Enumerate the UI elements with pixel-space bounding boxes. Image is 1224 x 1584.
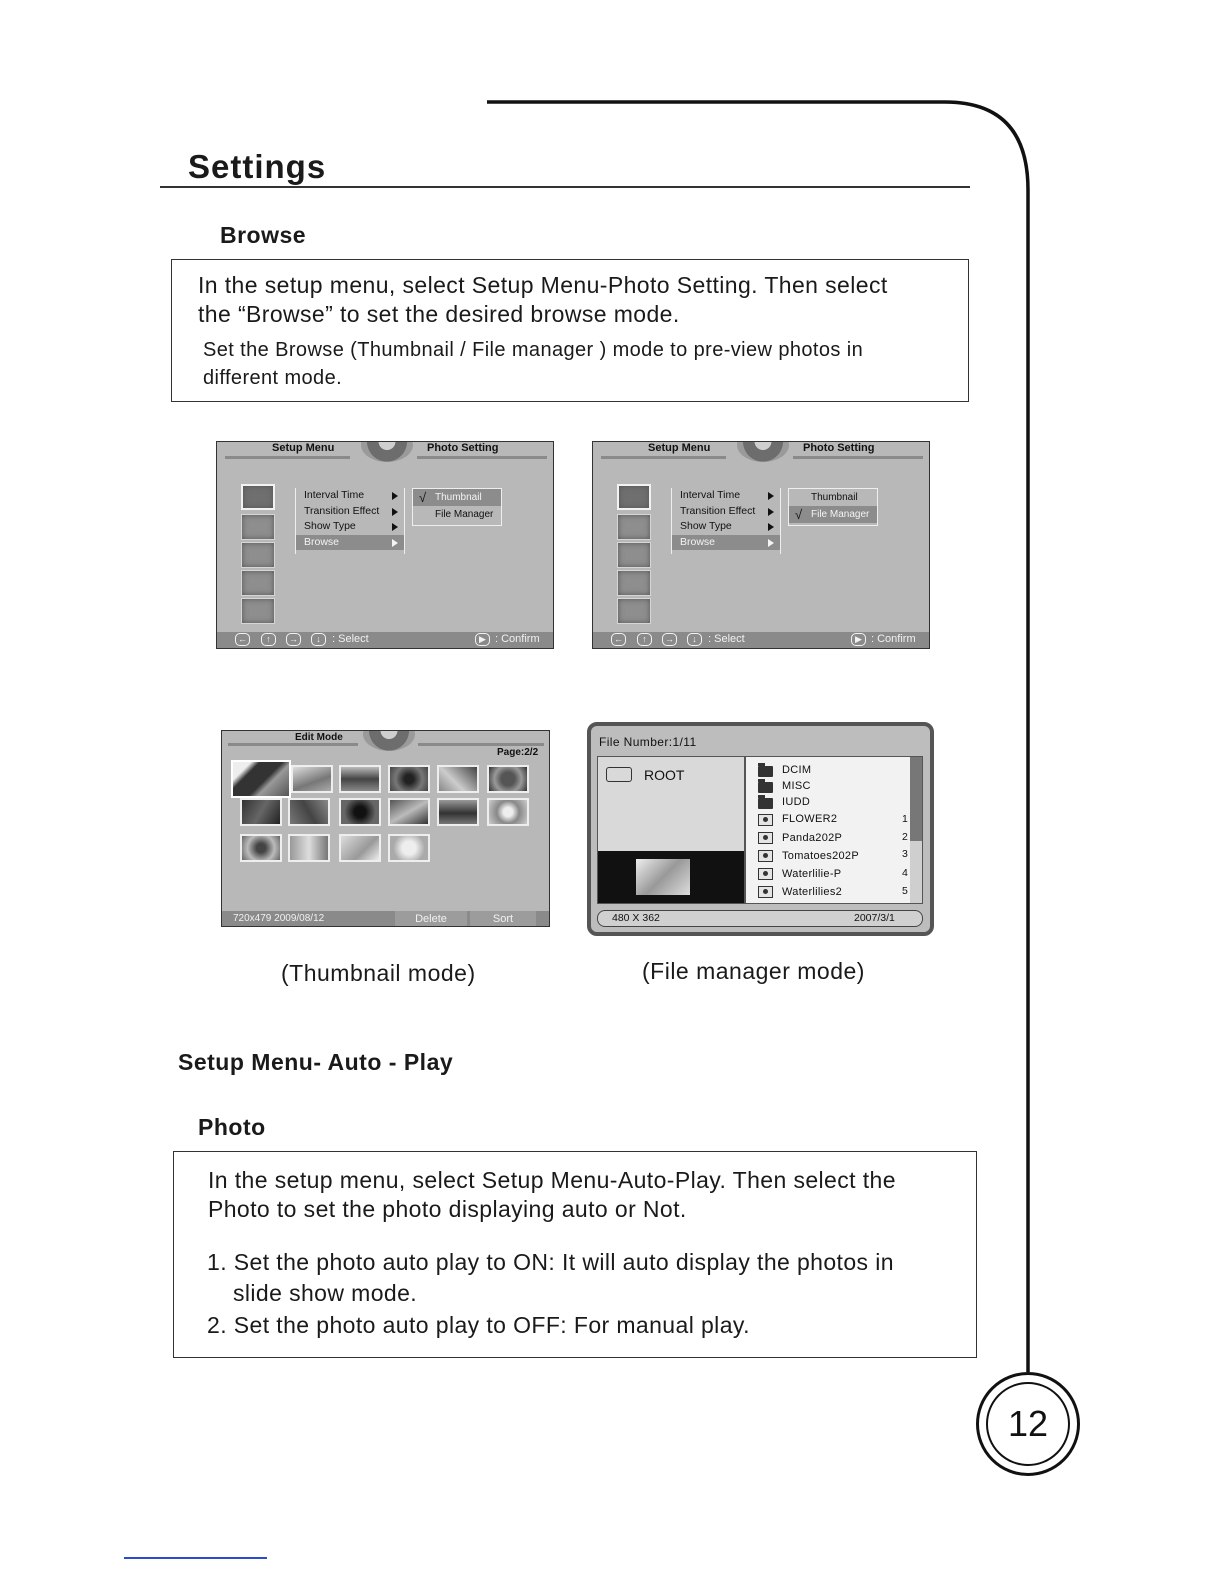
footer-confirm-label: : Confirm: [495, 633, 540, 645]
up-arrow-icon: ↑: [261, 633, 276, 646]
file-number-label: File Number:1/11: [599, 735, 697, 749]
page-number: 12: [986, 1382, 1070, 1466]
photo-setting-menu: [671, 488, 781, 554]
root-label[interactable]: ROOT: [644, 767, 685, 783]
thumbnail-item[interactable]: [291, 765, 333, 793]
setup-screen-thumbnail: [216, 441, 554, 649]
down-arrow-icon: ↓: [687, 633, 702, 646]
photo-setting-title: Photo Setting: [427, 442, 499, 454]
file-manager-screen: [587, 722, 934, 936]
photo-setting-menu: [295, 488, 405, 554]
thumbnail-item[interactable]: [487, 765, 529, 793]
auto-play-text-line2: Photo to set the photo displaying auto or Not.: [208, 1196, 687, 1222]
dome-decoration: [737, 441, 789, 462]
dome-decoration: [361, 441, 413, 462]
scrollbar-thumb[interactable]: [910, 757, 922, 841]
folder-item[interactable]: DCIM: [782, 764, 812, 776]
calendar-setting-icon[interactable]: [241, 570, 275, 596]
thumbnail-item[interactable]: [388, 765, 430, 793]
delete-button[interactable]: Delete: [395, 911, 467, 927]
setup-screen-file-manager: [592, 441, 930, 649]
folder-icon: [758, 766, 773, 777]
thumbnail-item[interactable]: [288, 834, 330, 862]
footer-link-line: [124, 1557, 267, 1559]
auto-play-text-line1: In the setup menu, select Setup Menu-Auto-Play. Then select the: [208, 1167, 896, 1193]
screen-header: [217, 442, 553, 462]
thumbnail-item[interactable]: [339, 765, 381, 793]
down-arrow-icon: ↓: [311, 633, 326, 646]
photo-setting-icon[interactable]: [241, 484, 275, 510]
browse-text-line4: different mode.: [203, 367, 343, 389]
option-file-manager[interactable]: File Manager: [435, 509, 494, 520]
thumbnail-footer: [222, 911, 550, 927]
browse-text-line3: Set the Browse (Thumbnail / File manager ) mode to pre-view photos in: [203, 339, 864, 361]
left-arrow-icon: ←: [611, 633, 626, 646]
chevron-right-icon: [392, 539, 398, 547]
menu-item-browse[interactable]: Browse: [672, 535, 780, 551]
title-divider: [160, 186, 970, 188]
footer-confirm-label: : Confirm: [871, 633, 916, 645]
thumbnail-item[interactable]: [288, 798, 330, 826]
up-arrow-icon: ↑: [637, 633, 652, 646]
edit-mode-title: Edit Mode: [295, 732, 343, 743]
auto-play-instructions-box: [173, 1151, 977, 1358]
thumbnail-item[interactable]: [339, 834, 381, 862]
thumbnail-item[interactable]: [388, 798, 430, 826]
thumbnail-mode-screen: [221, 730, 550, 927]
menu-item-interval-time[interactable]: Interval Time: [296, 488, 404, 504]
chevron-right-icon: [768, 492, 774, 500]
chevron-right-icon: [392, 508, 398, 516]
system-setting-icon[interactable]: [241, 598, 275, 624]
image-file-icon: [758, 814, 773, 826]
image-file-icon: [758, 868, 773, 880]
photo-heading: Photo: [198, 1114, 266, 1140]
menu-item-transition-effect[interactable]: Transition Effect: [672, 504, 780, 520]
setup-menu-title: Setup Menu: [648, 442, 711, 454]
photo-setting-title: Photo Setting: [803, 442, 875, 454]
auto-play-item1-continued: slide show mode.: [233, 1280, 418, 1306]
folder-icon: [758, 782, 773, 793]
auto-play-heading: Setup Menu- Auto - Play: [178, 1049, 454, 1075]
thumbnail-item[interactable]: [437, 765, 479, 793]
calendar-setting-icon[interactable]: [617, 570, 651, 596]
dome-decoration: [363, 730, 415, 751]
right-arrow-icon: →: [662, 633, 677, 646]
thumbnail-mode-caption: (Thumbnail mode): [281, 960, 476, 986]
footer-select-label: : Select: [708, 633, 745, 645]
file-index: 3: [902, 848, 908, 860]
chevron-right-icon: [392, 523, 398, 531]
preview-image: [636, 859, 690, 895]
sort-button[interactable]: Sort: [470, 911, 536, 927]
play-icon: ▶: [851, 633, 866, 646]
music-setting-icon[interactable]: [241, 514, 275, 540]
play-icon: ▶: [475, 633, 490, 646]
photo-info: 720x479 2009/08/12: [233, 913, 325, 924]
thumbnail-item[interactable]: [240, 798, 282, 826]
option-thumbnail[interactable]: Thumbnail: [811, 492, 858, 503]
page-number-badge: [976, 1372, 1080, 1476]
thumbnail-item[interactable]: [388, 834, 430, 862]
chevron-right-icon: [768, 508, 774, 516]
screen-footer: [217, 632, 553, 648]
screen-footer: [593, 632, 929, 648]
checkmark-icon: √: [419, 490, 427, 505]
thumbnail-item[interactable]: [437, 798, 479, 826]
menu-item-show-type[interactable]: Show Type: [672, 519, 780, 535]
video-setting-icon[interactable]: [241, 542, 275, 568]
image-file-icon: [758, 850, 773, 862]
photo-setting-icon[interactable]: [617, 484, 651, 510]
music-setting-icon[interactable]: [617, 514, 651, 540]
footer-select-label: : Select: [332, 633, 369, 645]
thumbnail-item[interactable]: [231, 760, 291, 798]
file-info-bar: [597, 910, 923, 927]
file-list: [745, 756, 923, 904]
page-title: Settings: [188, 148, 327, 185]
setup-menu-title: Setup Menu: [272, 442, 335, 454]
resolution-label: 480 X 362: [612, 912, 660, 924]
menu-item-browse[interactable]: Browse: [296, 535, 404, 551]
menu-item-interval-time[interactable]: Interval Time: [672, 488, 780, 504]
file-item[interactable]: Tomatoes202P: [782, 850, 859, 862]
file-item[interactable]: Waterlilie-P: [782, 868, 842, 880]
file-index: 4: [902, 867, 908, 879]
file-item[interactable]: FLOWER2: [782, 813, 838, 825]
auto-play-item1: 1. Set the photo auto play to ON: It will auto display the photos in: [207, 1249, 894, 1275]
chevron-right-icon: [392, 492, 398, 500]
file-item[interactable]: Waterlilies2: [782, 886, 843, 898]
page-indicator: Page:2/2: [497, 747, 539, 758]
browse-heading: Browse: [220, 222, 307, 248]
option-thumbnail[interactable]: √ Thumbnail: [413, 489, 501, 506]
file-manager-mode-caption: (File manager mode): [642, 958, 865, 984]
thumbnail-item[interactable]: [487, 798, 529, 826]
right-arrow-icon: →: [286, 633, 301, 646]
file-index: 5: [902, 885, 908, 897]
option-file-manager[interactable]: √ File Manager: [789, 506, 877, 523]
checkmark-icon: √: [795, 507, 803, 522]
browse-submenu: [412, 488, 502, 526]
preview-pane: [597, 756, 745, 904]
screen-header: [593, 442, 929, 462]
preview-area: [598, 851, 744, 903]
thumbnail-item[interactable]: [240, 834, 282, 862]
date-label: 2007/3/1: [854, 912, 895, 924]
auto-play-item2: 2. Set the photo auto play to OFF: For manual play.: [207, 1312, 750, 1338]
drive-icon: [606, 767, 632, 782]
browse-text-line1: In the setup menu, select Setup Menu-Photo Setting. Then select: [198, 272, 888, 298]
folder-icon: [758, 798, 773, 809]
browse-submenu: [788, 488, 878, 526]
folder-item[interactable]: IUDD: [782, 796, 811, 808]
thumbnail-item[interactable]: [339, 798, 381, 826]
chevron-right-icon: [768, 539, 774, 547]
browse-text-line2: the “Browse” to set the desired browse mode.: [198, 301, 680, 327]
chevron-right-icon: [768, 523, 774, 531]
video-setting-icon[interactable]: [617, 542, 651, 568]
menu-item-show-type[interactable]: Show Type: [296, 519, 404, 535]
browse-instructions-box: [171, 259, 969, 402]
left-arrow-icon: ←: [235, 633, 250, 646]
menu-item-transition-effect[interactable]: Transition Effect: [296, 504, 404, 520]
image-file-icon: [758, 832, 773, 844]
system-setting-icon[interactable]: [617, 598, 651, 624]
folder-item[interactable]: MISC: [782, 780, 811, 792]
file-index: 1: [902, 813, 908, 825]
file-item[interactable]: Panda202P: [782, 832, 843, 844]
file-index: 2: [902, 831, 908, 843]
scrollbar[interactable]: [910, 757, 922, 903]
image-file-icon: [758, 886, 773, 898]
